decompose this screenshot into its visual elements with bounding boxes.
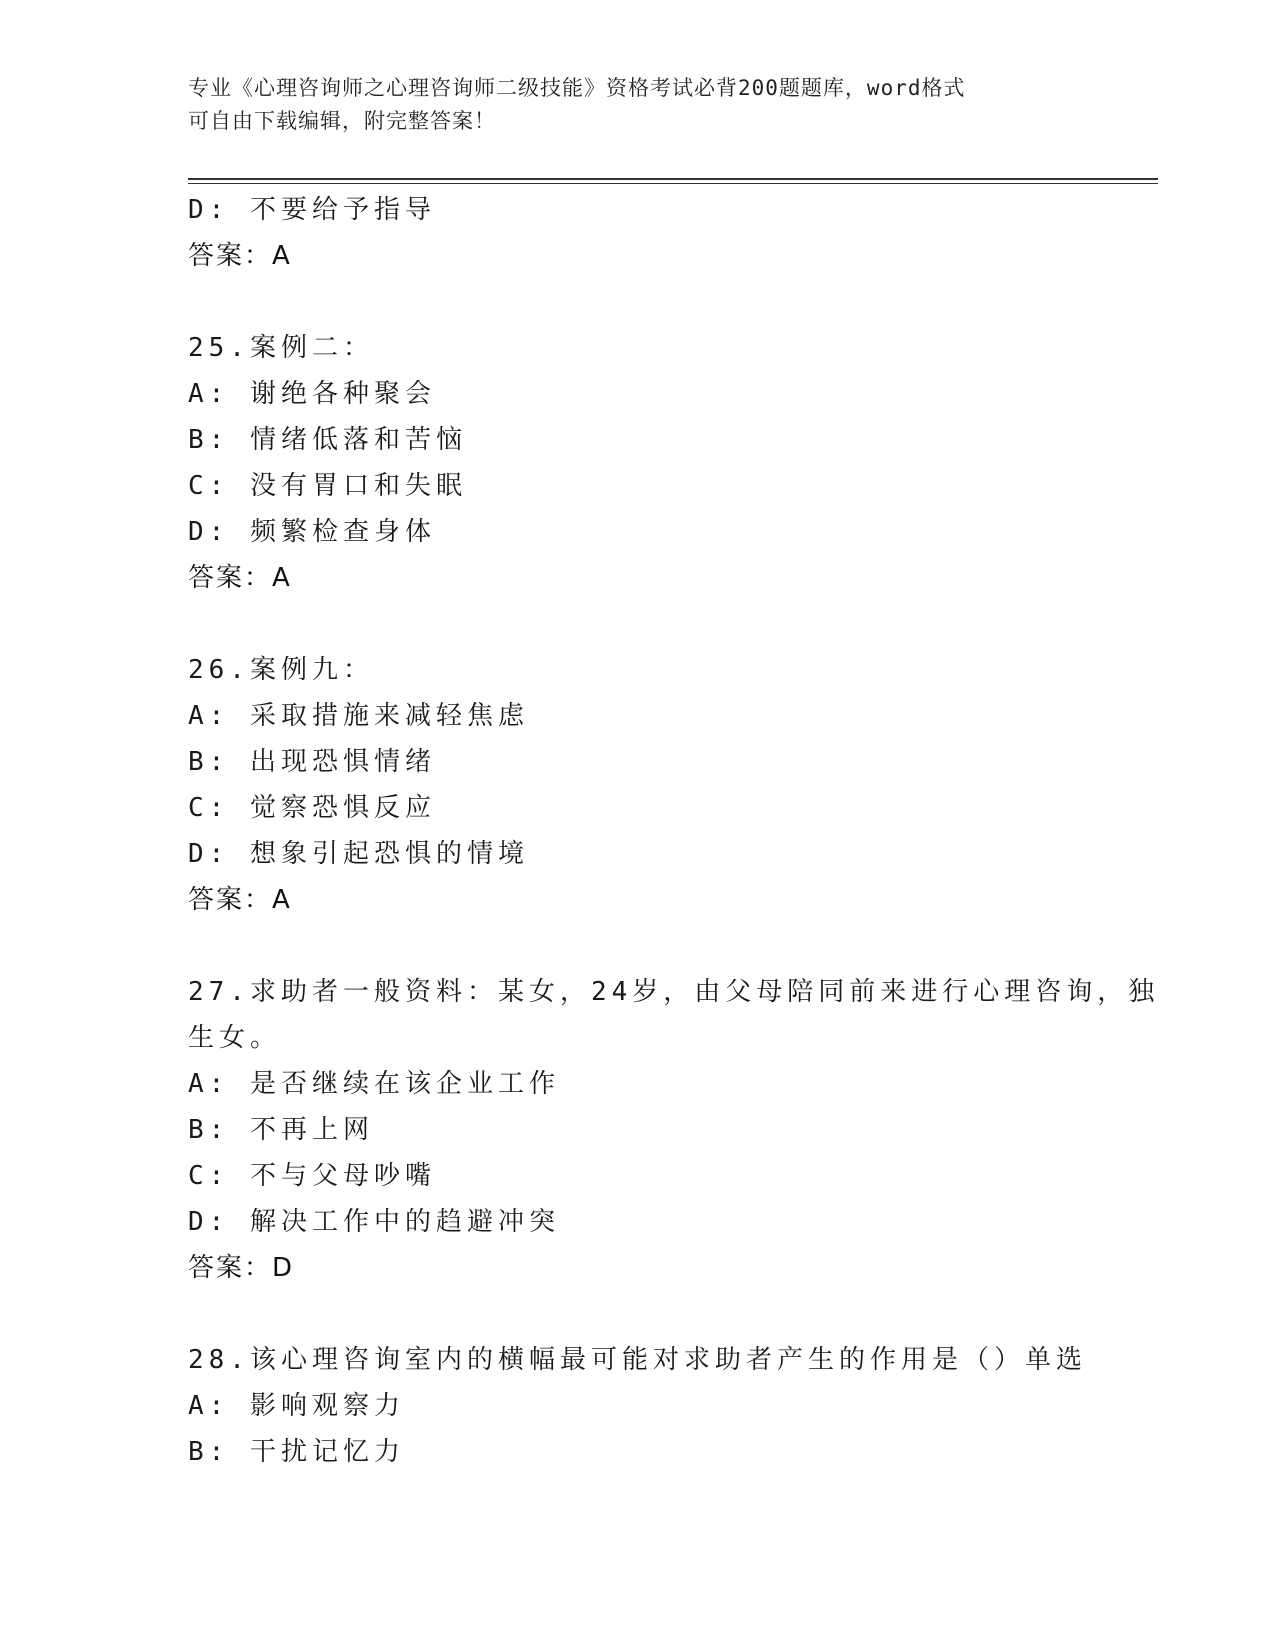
option-b: B: 干扰记忆力	[188, 1437, 405, 1467]
option-d: D: 频繁检查身体	[188, 517, 436, 547]
option-a: A: 影响观察力	[188, 1391, 405, 1421]
option-b: B: 情绪低落和苦恼	[188, 425, 467, 455]
question-28	[188, 1337, 1108, 1475]
option-c: C: 觉察恐惧反应	[188, 793, 436, 823]
header-rule-thick	[188, 178, 1158, 180]
question-24-tail	[188, 187, 1108, 279]
question-26	[188, 647, 1108, 923]
question-25	[188, 325, 1108, 601]
answer-line: 答案：D	[188, 1253, 295, 1283]
question-title: 25.案例二：	[188, 333, 374, 363]
option-a: A: 是否继续在该企业工作	[188, 1069, 560, 1099]
document-header	[188, 72, 1088, 138]
header-line-1: 专业《心理咨询师之心理咨询师二级技能》资格考试必背200题题库，word格式	[188, 76, 966, 100]
question-27	[188, 969, 1160, 1291]
question-title: 26.案例九：	[188, 655, 374, 685]
option-a: A: 采取措施来减轻焦虑	[188, 701, 529, 731]
header-rule-thin	[188, 183, 1158, 184]
question-list	[188, 187, 1160, 1475]
question-title: 28.该心理咨询室内的横幅最可能对求助者产生的作用是（）单选	[188, 1345, 1087, 1375]
option-b: B: 不再上网	[188, 1115, 374, 1145]
option-a: A: 谢绝各种聚会	[188, 379, 436, 409]
header-line-2: 可自由下载编辑，附完整答案！	[188, 109, 496, 133]
answer-line: 答案：A	[188, 885, 292, 915]
answer-line: 答案：A	[188, 241, 292, 271]
option-c: C: 不与父母吵嘴	[188, 1161, 436, 1191]
question-title-line-2: 生女。	[188, 1023, 282, 1053]
option-d: D: 想象引起恐惧的情境	[188, 839, 529, 869]
answer-line: 答案：A	[188, 563, 292, 593]
option-c: C: 没有胃口和失眠	[188, 471, 467, 501]
option-d: D: 不要给予指导	[188, 195, 436, 225]
option-b: B: 出现恐惧情绪	[188, 747, 436, 777]
question-title-line-1: 27.求助者一般资料：某女，24岁，由父母陪同前来进行心理咨询，独	[188, 977, 1160, 1007]
option-d: D: 解决工作中的趋避冲突	[188, 1207, 560, 1237]
